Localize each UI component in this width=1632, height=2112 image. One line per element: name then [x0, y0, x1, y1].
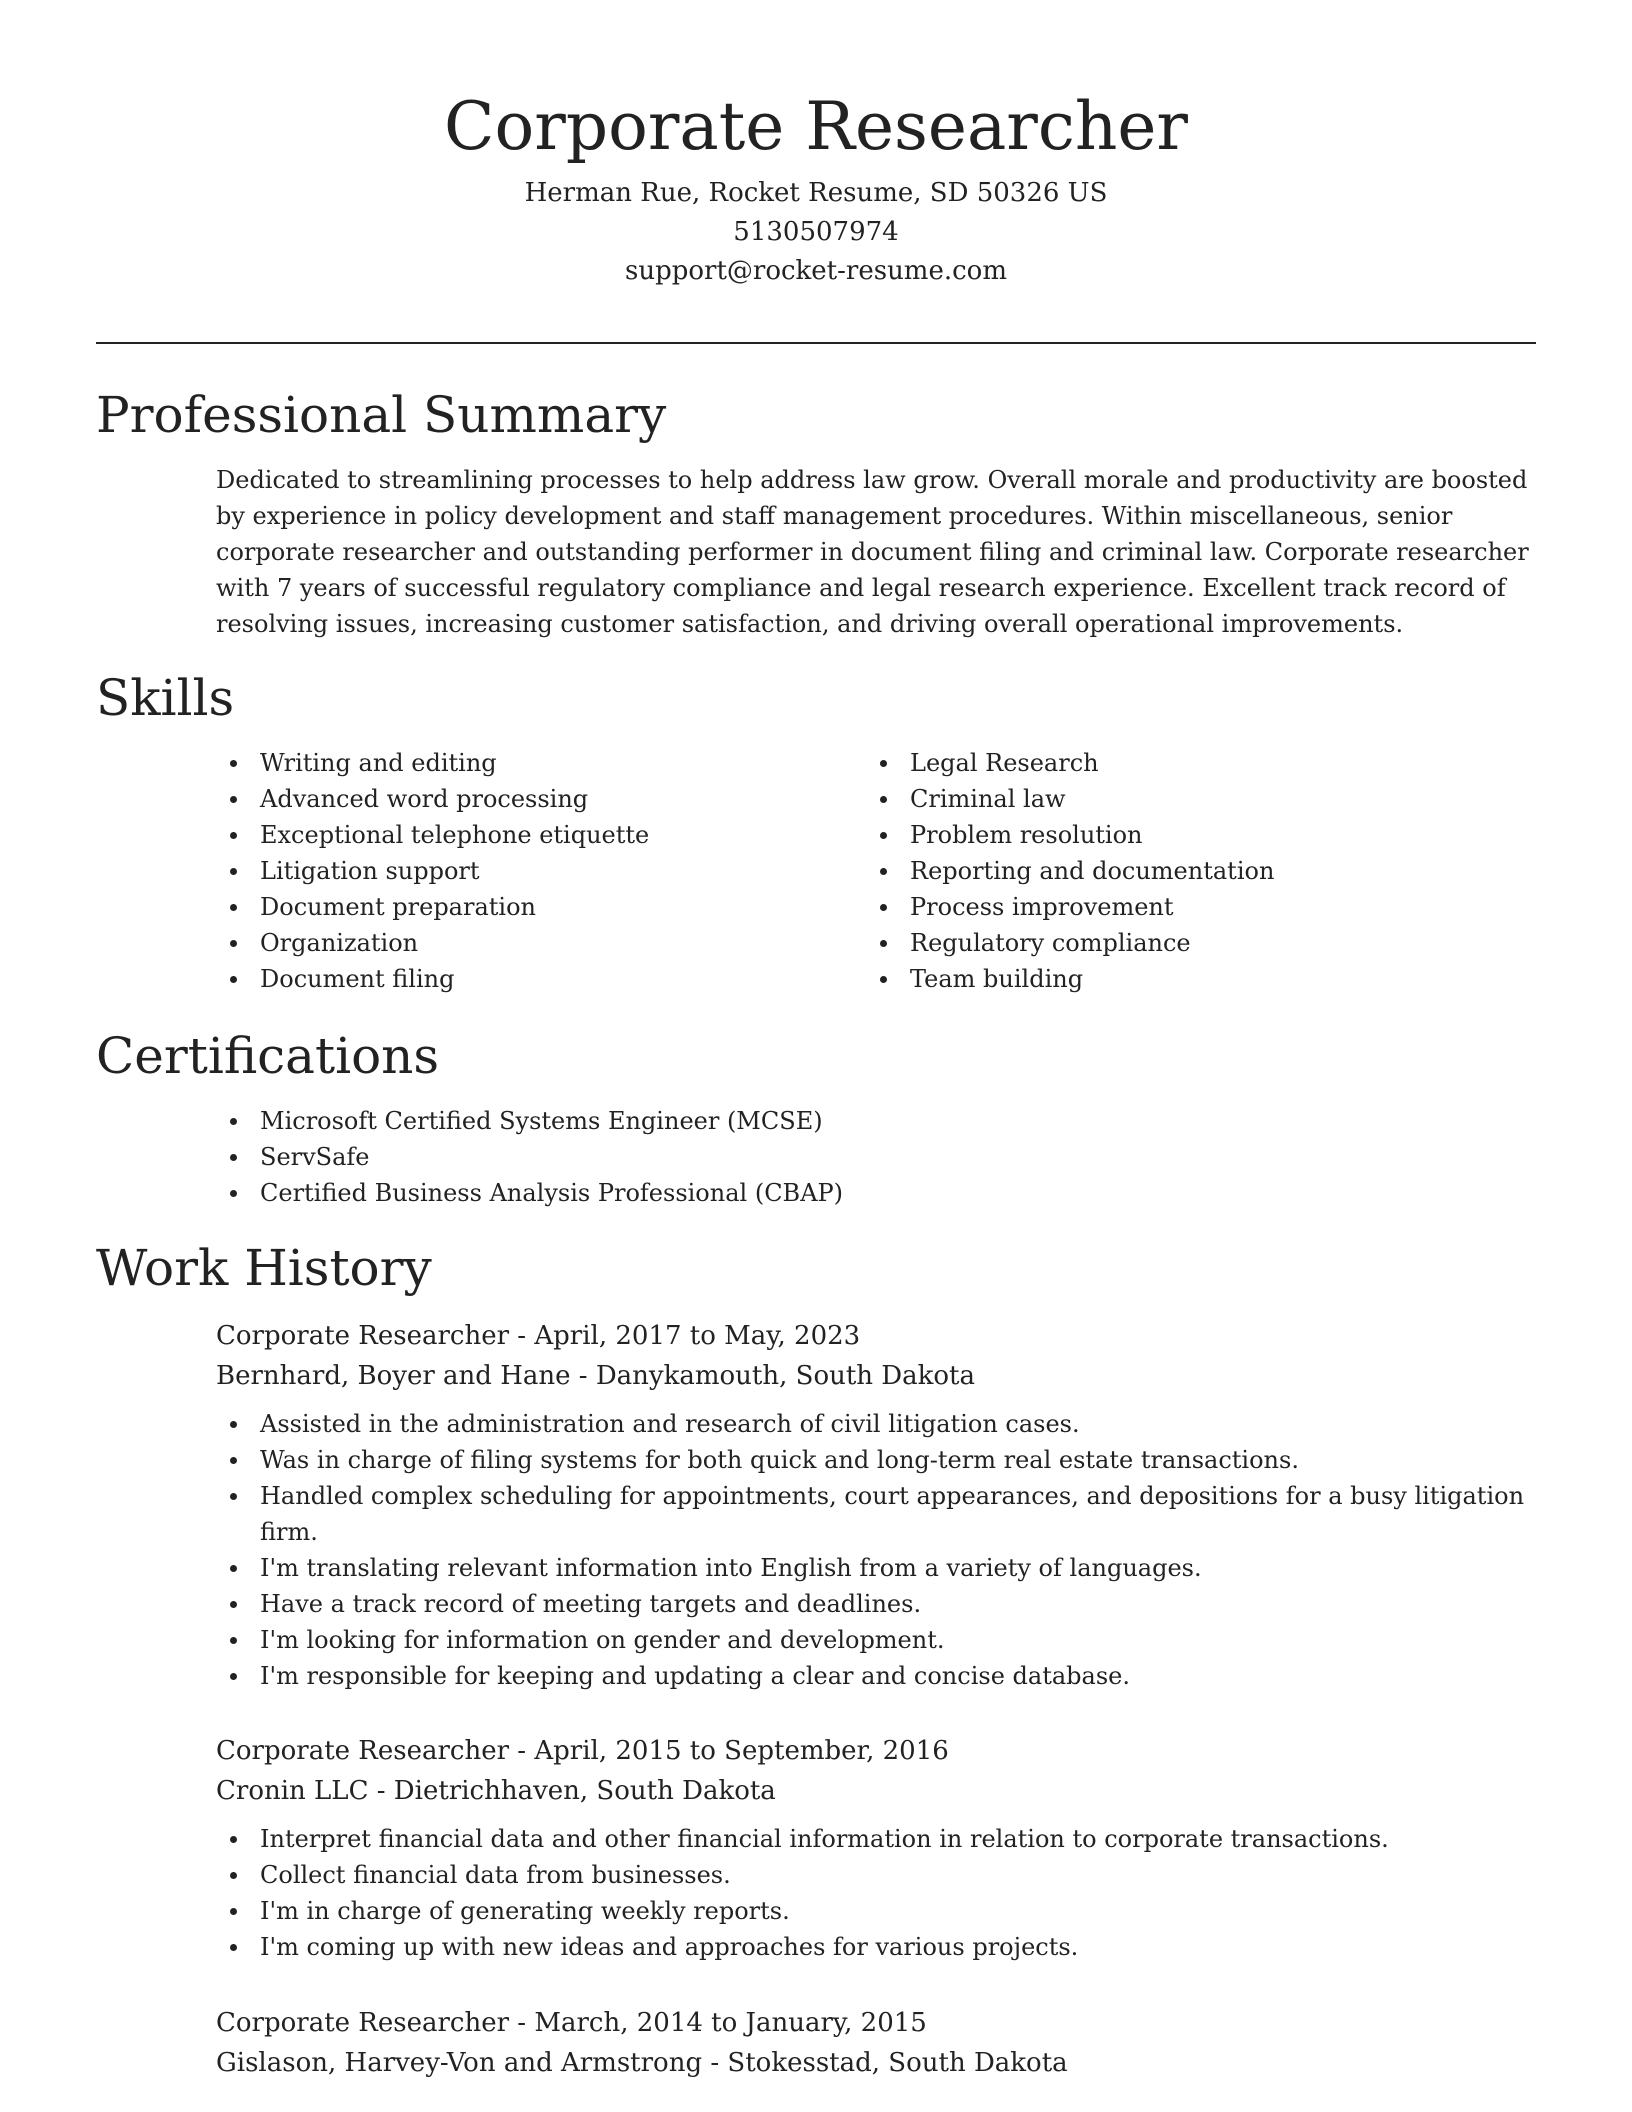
- job-entry: [216, 1731, 1536, 1965]
- job-entry: [216, 2003, 1536, 2093]
- section-title-skills: Skills: [96, 669, 235, 727]
- list-item: I'm translating relevant information into English from a variety of languages.: [216, 1550, 1536, 1586]
- certifications-list: [216, 1103, 1536, 1211]
- list-item: Interpret financial data and other financial information in relation to corporate transactions.: [216, 1821, 1536, 1857]
- list-item: I'm looking for information on gender and development.: [216, 1622, 1536, 1658]
- contact-address: Herman Rue, Rocket Resume, SD 50326 US: [524, 178, 1108, 208]
- header-divider: [96, 342, 1536, 344]
- list-item: Team building: [866, 961, 1516, 997]
- section-title-certifications: Certifications: [96, 1027, 440, 1085]
- list-item: Have a track record of meeting targets and deadlines.: [216, 1586, 1536, 1622]
- list-item: Legal Research: [866, 745, 1516, 781]
- list-item: I'm in charge of generating weekly reports.: [216, 1893, 1536, 1929]
- job-entry: [216, 1316, 1536, 1694]
- list-item: Litigation support: [216, 853, 866, 889]
- list-item: I'm responsible for keeping and updating a clear and concise database.: [216, 1658, 1536, 1694]
- list-item: Exceptional telephone etiquette: [216, 817, 866, 853]
- candidate-title: Corporate Researcher: [444, 88, 1188, 165]
- job-company: Bernhard, Boyer and Hane - Danykamouth, South Dakota: [216, 1361, 976, 1391]
- job-bullets: [216, 1821, 1536, 1965]
- contact-block: [0, 174, 1632, 291]
- list-item: Document filing: [216, 961, 866, 997]
- list-item: Assisted in the administration and research of civil litigation cases.: [216, 1406, 1536, 1442]
- job-title: Corporate Researcher - April, 2015 to September, 2016: [216, 1736, 949, 1766]
- list-item: Reporting and documentation: [866, 853, 1516, 889]
- section-title-summary: Professional Summary: [96, 386, 667, 444]
- job-bullets: [216, 1406, 1536, 1694]
- contact-phone: 5130507974: [733, 217, 899, 247]
- list-item: Microsoft Certified Systems Engineer (MCSE): [216, 1103, 1536, 1139]
- job-title: Corporate Researcher - April, 2017 to May, 2023: [216, 1321, 861, 1351]
- list-item: Certified Business Analysis Professional (CBAP): [216, 1175, 1536, 1211]
- section-title-work-history: Work History: [96, 1239, 432, 1297]
- job-title: Corporate Researcher - March, 2014 to January, 2015: [216, 2008, 927, 2038]
- resume-header: [0, 0, 1632, 291]
- list-item: ServSafe: [216, 1139, 1536, 1175]
- list-item: I'm coming up with new ideas and approaches for various projects.: [216, 1929, 1536, 1965]
- job-company: Cronin LLC - Dietrichhaven, South Dakota: [216, 1776, 776, 1806]
- list-item: Regulatory compliance: [866, 925, 1516, 961]
- list-item: Organization: [216, 925, 866, 961]
- skills-list-right: [866, 745, 1516, 997]
- summary-text: Dedicated to streamlining processes to help address law grow. Overall morale and productivity are boosted by experience in policy development and staff management procedures. Within miscellaneous, senior corporate researcher and outstanding performer in document filing and criminal law. Corporate researcher with 7 years of successful regulatory compliance and legal research experience. Excellent track record of resolving issues, increasing customer satisfaction, and driving overall operational improvements.: [216, 466, 1529, 638]
- list-item: Was in charge of filing systems for both quick and long-term real estate transactions.: [216, 1442, 1536, 1478]
- list-item: Process improvement: [866, 889, 1516, 925]
- list-item: Collect financial data from businesses.: [216, 1857, 1536, 1893]
- list-item: Criminal law: [866, 781, 1516, 817]
- list-item: Problem resolution: [866, 817, 1516, 853]
- list-item: Advanced word processing: [216, 781, 866, 817]
- skills-list-left: [216, 745, 866, 997]
- job-company: Gislason, Harvey-Von and Armstrong - Stokesstad, South Dakota: [216, 2048, 1068, 2078]
- list-item: Document preparation: [216, 889, 866, 925]
- contact-email: support@rocket-resume.com: [624, 256, 1007, 286]
- list-item: Handled complex scheduling for appointments, court appearances, and depositions for a busy litigation firm.: [216, 1478, 1536, 1550]
- list-item: Writing and editing: [216, 745, 866, 781]
